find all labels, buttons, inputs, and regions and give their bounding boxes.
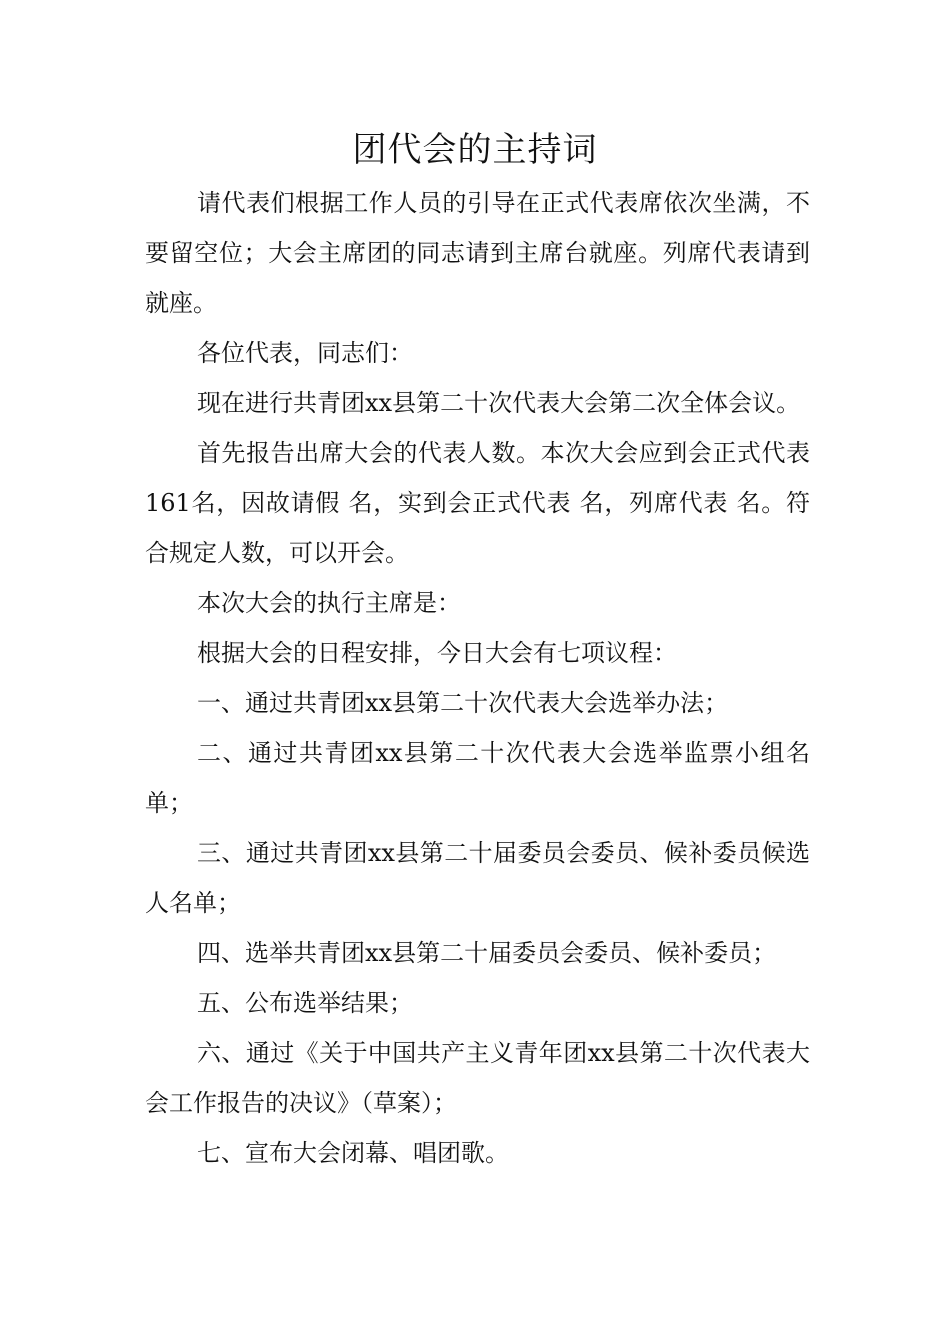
paragraph-executive-chair: 本次大会的执行主席是： — [197, 589, 461, 617]
paragraph-meeting-start: 现在进行共青团xx县第二十次代表大会第二次全体会议。 — [197, 389, 801, 417]
paragraph-seating-instructions: 请代表们根据工作人员的引导在正式代表席依次坐满，不要留空位；大会主席团的同志请到主席台就座。列席代表请到 就座。 — [145, 189, 810, 317]
document-body — [145, 178, 810, 1178]
agenda-item-3: 三、通过共青团xx县第二十届委员会委员、候补委员候选人名单； — [145, 839, 810, 917]
paragraph-attendance-report: 首先报告出席大会的代表人数。本次大会应到会正式代表161名，因故请假 名，实到会正式代表 名，列席代表 名。符合规定人数，可以开会。 — [145, 439, 810, 567]
document-title: 团代会的主持词 — [352, 130, 598, 170]
agenda-item-2: 二、通过共青团xx县第二十次代表大会选举监票小组名单； — [145, 739, 810, 817]
agenda-item-7: 七、宣布大会闭幕、唱团歌。 — [197, 1139, 509, 1167]
paragraph-greeting: 各位代表，同志们： — [197, 339, 413, 367]
agenda-item-5: 五、公布选举结果； — [197, 989, 413, 1017]
agenda-item-1: 一、通过共青团xx县第二十次代表大会选举办法； — [197, 689, 729, 717]
agenda-item-6: 六、通过《关于中国共产主义青年团xx县第二十次代表大会工作报告的决议》（草案）； — [145, 1039, 810, 1117]
paragraph-agenda-intro: 根据大会的日程安排，今日大会有七项议程： — [197, 639, 677, 667]
agenda-item-4: 四、选举共青团xx县第二十届委员会委员、候补委员； — [197, 939, 777, 967]
